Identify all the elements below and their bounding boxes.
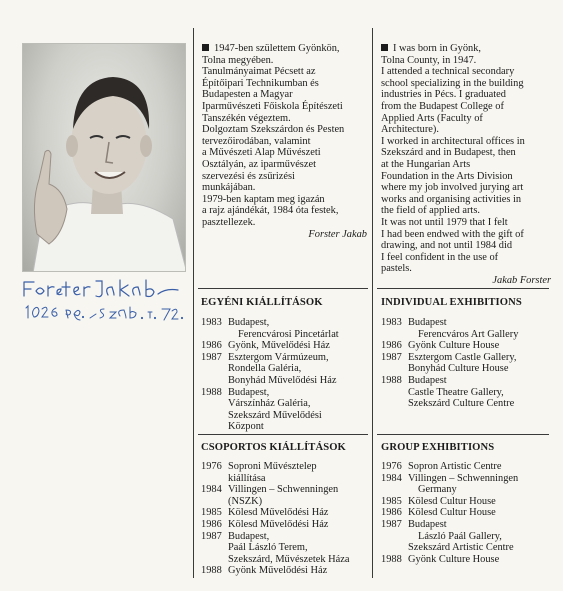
english-bio (381, 43, 551, 286)
list-item: 1986 Gyönk, Művelődési Ház (201, 340, 330, 352)
en-bio-line: Foundation in the Arts Division (381, 170, 513, 182)
list-item: 1983 Budapest, Ferencvárosi Pincetárlat (201, 317, 339, 340)
en-bio-line: I had been endwed with the gift of (381, 228, 524, 240)
hu-bio-line: Osztályán, az iparművészet (202, 158, 316, 170)
list-item: 1985 Kölesd Cultur House (381, 495, 496, 507)
hu-bio-line: Dolgoztam Szekszárdon és Pesten (202, 124, 345, 136)
en-bio-line: drawing, and not until 1984 did (381, 240, 513, 252)
en-bio-line: It was not until 1979 that I felt (381, 216, 508, 228)
list-item: 1976 Soproni Művésztelep kiállítása (201, 461, 317, 484)
en-bio-line: industries in Pécs. I graduated (381, 89, 506, 101)
en-bio-line: works and organising activities in (381, 193, 522, 205)
hu-group-heading: CSOPORTOS KIÁLLÍTÁSOK (201, 442, 346, 453)
list-item: 1988 Gyönk Culture House (381, 553, 500, 565)
list-item: 1985 Kölesd Művelődési Ház (201, 507, 329, 519)
en-bio-line: Architecture). (381, 124, 439, 136)
list-item: 1986 Gyönk Culture House (381, 340, 500, 352)
en-bio-line: Tolna County, in 1947. (381, 54, 477, 66)
column-rule-right (372, 28, 373, 578)
hu-bio-line: szervezési és zsűrizési (202, 170, 295, 182)
list-item: 1987 Esztergom Castle Gallery, Bonyhád Culture House (381, 351, 517, 375)
bullet-square-icon (202, 44, 209, 51)
en-bio-line: where my job involved jurying art (381, 182, 524, 194)
list-item: 1988 Budapest, Várszínház Galéria, Szekszárd Művelődési Központ (201, 386, 322, 433)
hu-bio-line: munkájában. (202, 182, 256, 194)
hu-bio-line: Tanulmányaimat Pécsett az (202, 66, 316, 78)
portrait-photo (22, 43, 186, 272)
hu-bio-line: Iparművészeti Főiskola Építészeti (202, 100, 343, 112)
list-item: 1988 Budapest Castle Theatre Gallery, Szekszárd Culture Centre (381, 374, 515, 410)
list-item: 1987 Esztergom Vármúzeum, Rondella Galéria, Bonyhád Művelődési Ház (201, 351, 337, 386)
hu-bio-line: Tanszékén végeztem. (202, 112, 291, 124)
hu-bio-line: Budapesten a Magyar (202, 89, 293, 101)
separator-rule (377, 434, 549, 435)
list-item: 1987 Budapest, Paál László Terem, Szekszárd, Művészetek Háza (201, 530, 350, 565)
en-individual-heading: INDIVIDUAL EXHIBITIONS (381, 297, 522, 308)
separator-rule (377, 288, 549, 289)
en-individual-list (381, 317, 551, 410)
en-bio-line: from the Budapest College of (381, 100, 504, 112)
hu-bio-line: 1979-ben kaptam meg igazán (202, 193, 325, 205)
list-item: 1988 Gyönk Művelődési Ház (201, 565, 328, 577)
en-bio-line: the field of applied arts. (381, 205, 480, 217)
en-signature: Jakab Forster (492, 274, 551, 286)
list-item: 1983 Budapest Ferencváros Art Gallery (381, 317, 519, 340)
hu-bio-line: a Művészeti Alap Művészeti (202, 147, 321, 159)
separator-rule (198, 288, 368, 289)
list-item: 1976 Sopron Artistic Centre (381, 461, 502, 472)
hu-group-list (201, 461, 369, 577)
handwritten-signature (22, 276, 192, 326)
en-bio-line: at the Hungarian Arts (381, 158, 471, 170)
en-bio-line: I attended a technical secondary (381, 66, 515, 78)
en-bio-line: Szekszárd and in Budapest, then (381, 147, 516, 159)
en-bio-line: I feel confident in the use of (381, 251, 499, 263)
hu-signature: Forster Jakab (308, 228, 367, 240)
hungarian-bio (202, 43, 367, 240)
list-item: 1986 Kölesd Cultur House (381, 507, 496, 519)
en-bio-line: I was born in Gyönk, (381, 43, 551, 55)
en-bio-line: school specializing in the building (381, 77, 524, 89)
bullet-square-icon (381, 44, 388, 51)
list-item: 1987 Budapest László Paál Gallery, Szekszárd Artistic Centre (381, 518, 514, 554)
hu-individual-list (201, 317, 369, 433)
hu-bio-line: tervezőirodában, valamint (202, 135, 311, 147)
en-bio-line: I worked in architectural offices in (381, 135, 525, 147)
column-rule-left (193, 28, 194, 578)
list-item: 1986 Kölesd Művelődési Ház (201, 518, 329, 530)
en-group-heading: GROUP EXHIBITIONS (381, 442, 495, 453)
hu-bio-line: a rajz ajándékát, 1984 óta festek, (202, 205, 339, 217)
hu-bio-line: 1947-ben születtem Gyönkön, (202, 43, 367, 55)
hu-bio-line: Építőipari Technikumban és (202, 77, 319, 89)
hu-bio-line: Tolna megyében. (202, 54, 274, 66)
list-item: 1984 Villingen – Schwenningen (NSZK) (201, 484, 339, 507)
list-item: 1984 Villingen – Schwenningen Germany (381, 472, 519, 496)
en-bio-line: pastels. (381, 263, 412, 275)
hu-individual-heading: EGYÉNI KIÁLLÍTÁSOK (201, 297, 323, 308)
en-bio-line: Applied Arts (Faculty of (381, 112, 483, 124)
separator-rule (198, 434, 368, 435)
hu-bio-line: pasztellezek. (202, 216, 256, 228)
en-group-list (381, 461, 551, 565)
